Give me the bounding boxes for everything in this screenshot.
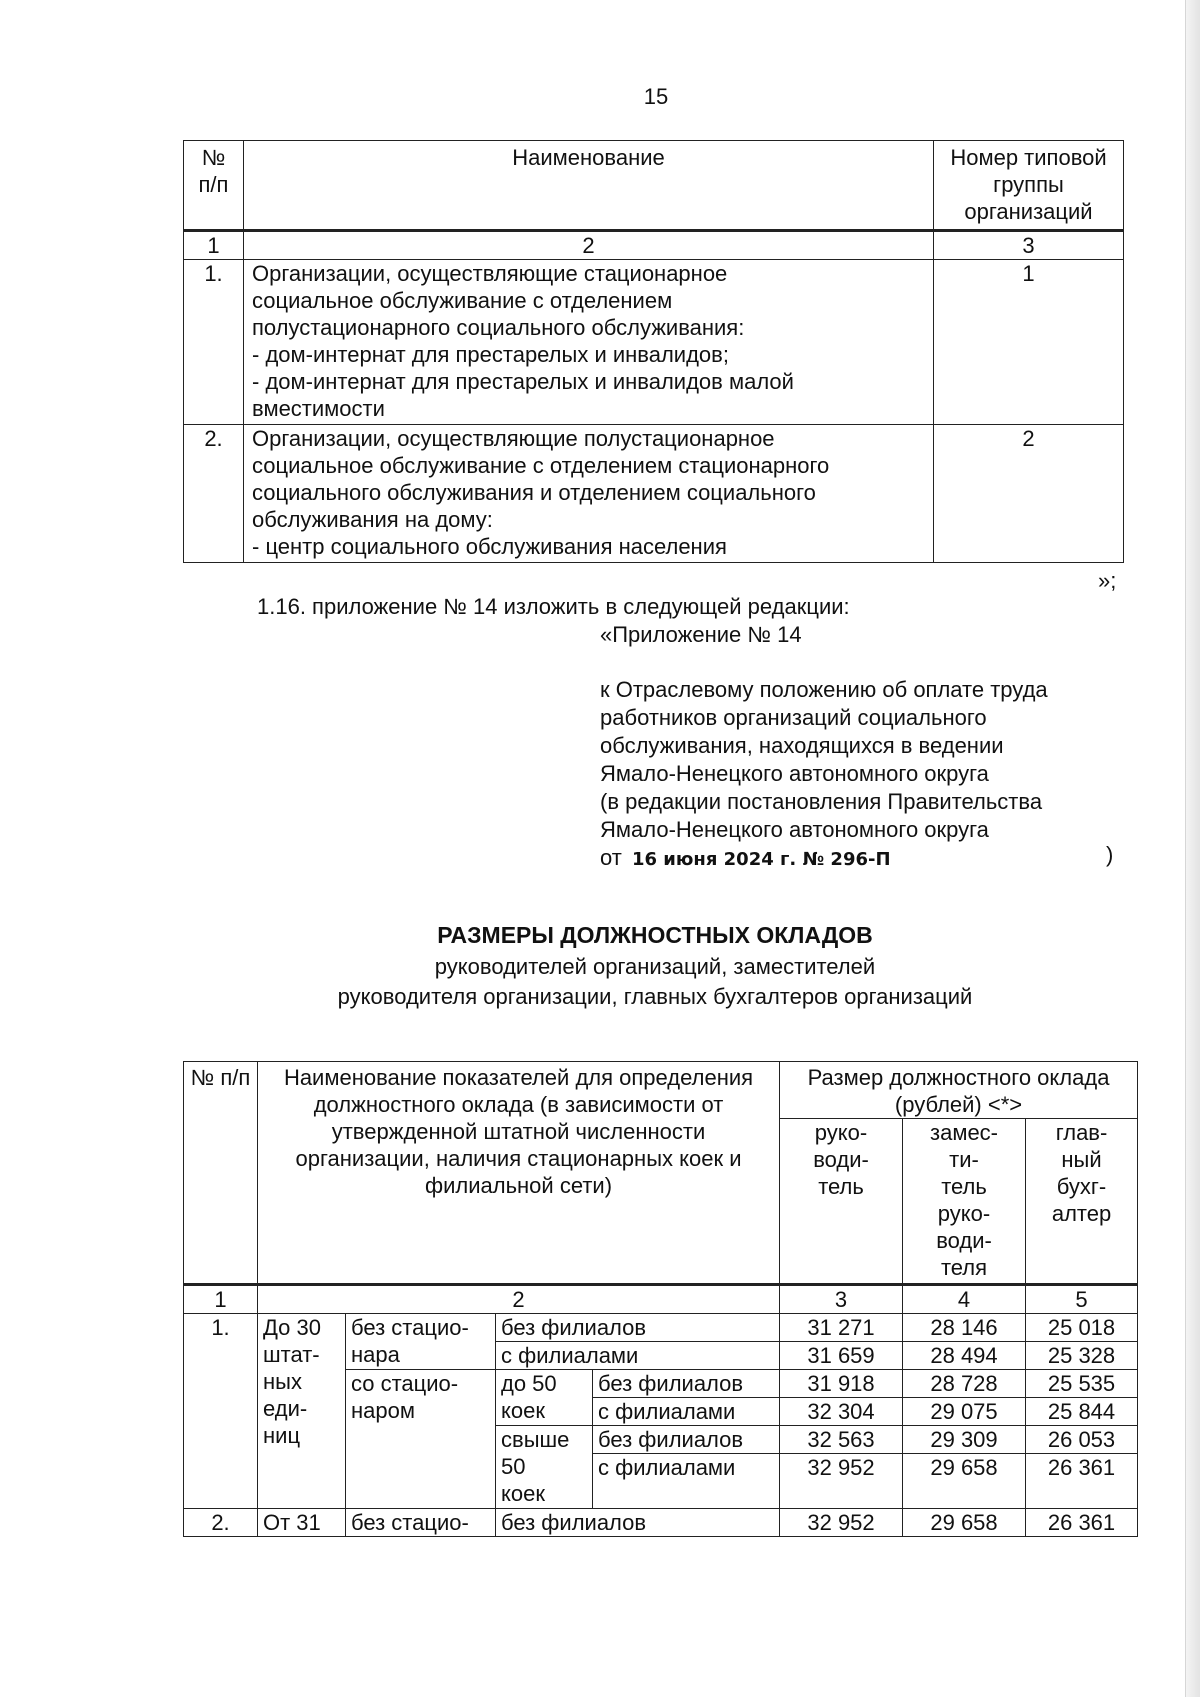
table2-salary-head: 32 304 [780,1398,903,1426]
table2-group-num: 1. [184,1314,258,1509]
table2-branch-type: с филиалами [593,1454,780,1509]
annex-date-line [600,844,1120,874]
table1-row-group: 2 [934,425,1124,563]
table2-staff-range: До 30 штат- ных еди- ниц [258,1314,346,1509]
annex-date-prefix: от [600,845,622,870]
annex-note-line: работников организаций социального [600,705,987,730]
table2-branch-type: без филиалов [593,1426,780,1454]
page-title: РАЗМЕРЫ ДОЛЖНОСТНЫХ ОКЛАДОВ [437,922,873,948]
table2-row [184,1314,1138,1342]
annex-close-paren: ) [1106,842,1114,867]
table2-branch-type: без филиалов [496,1509,780,1537]
table2-branch-type: с филиалами [496,1342,780,1370]
annex-note-line: обслуживания, находящихся в ведении [600,733,1004,758]
table2-salary-accountant: 25 328 [1026,1342,1138,1370]
table2-index-cell: 3 [780,1285,903,1314]
subtitle-line: руководителя организации, главных бухгалтеров организаций [337,984,973,1009]
table2-branch-type: без филиалов [593,1370,780,1398]
page-subtitle [180,952,1130,1012]
table2-salary-deputy: 28 146 [903,1314,1026,1342]
table1-index-row [184,231,1124,260]
table2-index-cell: 2 [258,1285,780,1314]
table1-row [184,260,1124,425]
annex-note-line: к Отраслевому положению об оплате труда [600,677,1048,702]
table2-group-num: 2. [184,1509,258,1537]
annex-note-line: Ямало-Ненецкого автономного округа [600,761,989,786]
table2-no-beds: без стацио- [346,1509,496,1537]
table2-header-deputy: замес- ти- тель руко- води- теля [903,1119,1026,1285]
table1-row-name [244,425,934,563]
table1-row-line: социальное обслуживание с отделением стационарного [252,453,830,478]
table2-header-num: № п/п [184,1062,258,1285]
table2-header-head: руко- води- тель [780,1119,903,1285]
amendment-text: 1.16. приложение № 14 изложить в следующей редакции: [257,594,850,619]
table2-salary-deputy: 29 309 [903,1426,1026,1454]
page-edge [1185,0,1200,1697]
table1-row-line: Организации, осуществляющие полустационарное [252,426,775,451]
annex-title: «Приложение № 14 [600,622,802,647]
subtitle-line: руководителей организаций, заместителей [434,954,876,979]
table2-no-beds: без стацио- нара [346,1314,496,1370]
table1-index-cell: 2 [244,231,934,260]
table2-salary-accountant: 26 361 [1026,1509,1138,1537]
table2-header-row [184,1062,1138,1119]
salary-table [183,1061,1138,1537]
table2-header-salary: Размер должностного оклада (рублей) <*> [780,1062,1138,1119]
table1-header-row [184,141,1124,231]
annex-note [600,676,1120,874]
table2-salary-accountant: 26 053 [1026,1426,1138,1454]
table1-row-num: 2. [184,425,244,563]
table1-header-num: № п/п [184,141,244,231]
table2-salary-head: 32 952 [780,1454,903,1509]
annex-note-line: Ямало-Ненецкого автономного округа [600,817,989,842]
table2-index-cell: 1 [184,1285,258,1314]
table2-salary-head: 31 271 [780,1314,903,1342]
table1-row-group: 1 [934,260,1124,425]
table2-index-cell: 5 [1026,1285,1138,1314]
table2-branch-type: без филиалов [496,1314,780,1342]
table2-salary-accountant: 25 844 [1026,1398,1138,1426]
table2-salary-deputy: 29 075 [903,1398,1026,1426]
table2-salary-head: 32 952 [780,1509,903,1537]
table1-row-line: обслуживания на дому: [252,507,493,532]
table2-salary-accountant: 25 018 [1026,1314,1138,1342]
table2-header-name: Наименование показателей для определения должностного оклада (в зависимости от утвержденной штатной численности организации, наличия стационарных коек и филиальной сети) [258,1062,780,1285]
table2-beds-up-to-50: до 50 коек [496,1370,593,1426]
table1-row-line: - центр социального обслуживания населения [252,534,727,559]
table1-header-name: Наименование [244,141,934,231]
table2-salary-deputy: 28 728 [903,1370,1026,1398]
page-number: 15 [643,84,669,109]
table1-row-num: 1. [184,260,244,425]
table1-row-line: - дом-интернат для престарелых и инвалидов малой [252,369,794,394]
table2-salary-head: 31 918 [780,1370,903,1398]
table2-header-accountant: глав- ный бухг- алтер [1026,1119,1138,1285]
table2-beds-over-50: свыше 50 коек [496,1426,593,1509]
table2-salary-head: 31 659 [780,1342,903,1370]
table1-row-line: - дом-интернат для престарелых и инвалидов; [252,342,729,367]
table1-index-cell: 1 [184,231,244,260]
table2-salary-deputy: 29 658 [903,1454,1026,1509]
table2-salary-accountant: 25 535 [1026,1370,1138,1398]
annex-date: 16 июня 2024 г. № 296-П [631,849,891,870]
table2-index-cell: 4 [903,1285,1026,1314]
table2-salary-accountant: 26 361 [1026,1454,1138,1509]
table2-staff-range: От 31 [258,1509,346,1537]
table2-salary-deputy: 28 494 [903,1342,1026,1370]
table1-row-line: вместимости [252,396,385,421]
table1-index-cell: 3 [934,231,1124,260]
table2-branch-type: с филиалами [593,1398,780,1426]
closing-quote: »; [1098,568,1117,593]
table1-header-group: Номер типовой группы организаций [934,141,1124,231]
table1-row-line: социального обслуживания и отделением социального [252,480,816,505]
table1-row-line: полустационарного социального обслуживания: [252,315,745,340]
organization-groups-table [183,140,1124,563]
table1-row [184,425,1124,563]
table1-row-line: Организации, осуществляющие стационарное [252,261,728,286]
annex-note-line: (в редакции постановления Правительства [600,789,1043,814]
table1-row-line: социальное обслуживание с отделением [252,288,673,313]
table2-salary-head: 32 563 [780,1426,903,1454]
table2-row [184,1509,1138,1537]
table2-index-row [184,1285,1138,1314]
table2-with-beds: со стацио- наром [346,1370,496,1509]
table2-salary-deputy: 29 658 [903,1509,1026,1537]
table1-row-name [244,260,934,425]
